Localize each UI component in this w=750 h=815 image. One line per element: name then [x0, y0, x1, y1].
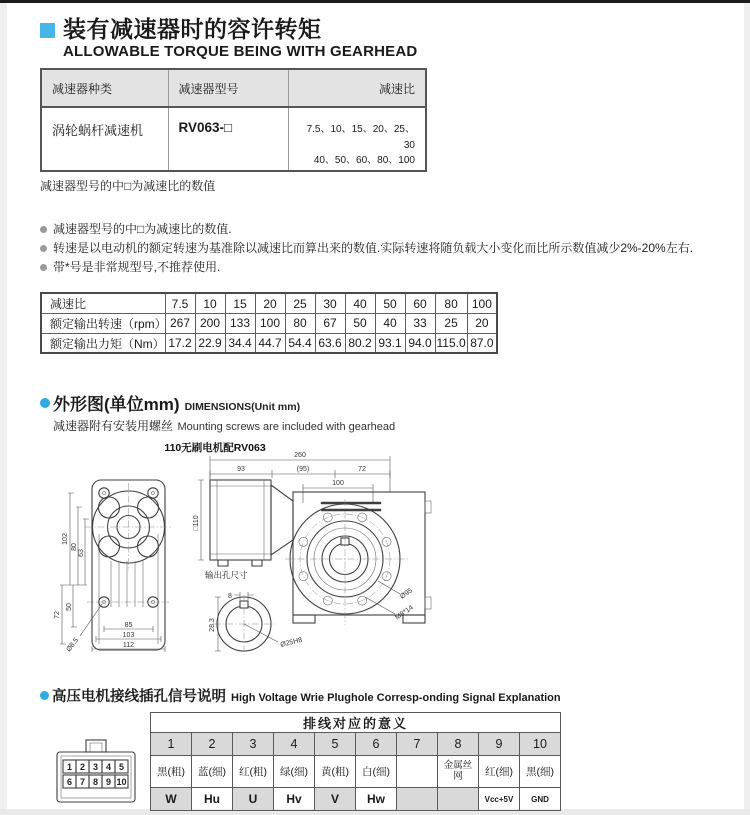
dim-260: 260 — [294, 452, 306, 460]
pin-number: 2 — [79, 762, 86, 773]
dim-72-left: 72 — [54, 611, 61, 620]
wire-number: 5 — [315, 733, 356, 756]
dim-motor-square: □110 — [193, 515, 200, 531]
speed-cell: 133 — [225, 313, 255, 333]
dim-80: 80 — [71, 543, 78, 552]
wire-color: 金属丝网 — [438, 756, 479, 788]
ratio-cell: 20 — [255, 293, 285, 313]
speed-row — [41, 313, 497, 333]
ratio-cell: 60 — [405, 293, 435, 313]
dim-103: 103 — [122, 632, 135, 640]
output-bore-detail — [205, 570, 303, 655]
pin-number: 6 — [66, 777, 73, 788]
dimensions-sub-zh: 减速器附有安装用螺丝 — [53, 419, 174, 434]
note-text: 带*号是非常规型号,不推荐使用. — [53, 260, 221, 275]
speed-cell: 80 — [285, 313, 315, 333]
ratio-cell: 50 — [375, 293, 405, 313]
connector-pin-grid — [63, 760, 128, 788]
wiring-table-title: 排线对应的意义 — [151, 713, 561, 733]
dimensions-heading-zh: 外形图(单位mm) — [53, 395, 180, 415]
pin-number: 5 — [118, 762, 125, 773]
dimensions-sub-en: Mounting screws are included with gearhead — [177, 421, 396, 434]
gearhead-header-row — [41, 69, 426, 107]
wire-color: 绿(细) — [274, 756, 315, 788]
wiring-number-row — [151, 733, 561, 756]
ratio-cell: 40 — [345, 293, 375, 313]
pin-number: 4 — [105, 762, 112, 773]
torque-cell: 80.2 — [345, 333, 375, 353]
dim-93: 93 — [237, 466, 245, 474]
torque-cell: 17.2 — [165, 333, 195, 353]
note-item — [40, 220, 710, 239]
page-title-zh: 装有减速器时的容许转矩 — [63, 16, 322, 42]
wiring-color-row — [151, 756, 561, 788]
torque-cell: 22.9 — [195, 333, 225, 353]
ratio-cell: 25 — [285, 293, 315, 313]
wire-color — [397, 756, 438, 788]
ratio-cell: 10 — [195, 293, 225, 313]
dim-85: 85 — [124, 622, 133, 630]
technical-drawing — [40, 439, 710, 681]
speed-cell: 267 — [165, 313, 195, 333]
wire-number: 2 — [192, 733, 233, 756]
gearhead-ratio-cell — [288, 107, 426, 171]
note-text: 减速器型号的中□为减速比的数值. — [53, 222, 232, 237]
torque-cell: 87.0 — [467, 333, 497, 353]
page-header — [40, 17, 710, 60]
speed-cell: 40 — [375, 313, 405, 333]
notes-list — [40, 220, 710, 277]
ratio-row — [41, 293, 497, 313]
signal-block — [40, 712, 710, 811]
wire-color: 蓝(细) — [192, 756, 233, 788]
wire-color: 黑(粗) — [151, 756, 192, 788]
pin-number: 1 — [66, 762, 73, 773]
blue-dot-icon — [40, 398, 50, 408]
signal-heading-zh: 高压电机接线插孔信号说明 — [52, 689, 226, 706]
gearhead-model-cell: RV063-□ — [168, 107, 288, 171]
gearhead-header-model: 减速器型号 — [168, 69, 288, 107]
ratio-cell: 30 — [315, 293, 345, 313]
signal-heading-en: High Voltage Wrie Plughole Corresp-onding Signal Explanation — [231, 692, 561, 705]
wire-signal: Hv — [274, 788, 315, 811]
ratio-cell: 80 — [435, 293, 467, 313]
wire-number: 8 — [438, 733, 479, 756]
dim-screw: M8*14 — [394, 604, 415, 622]
wire-signal — [397, 788, 438, 811]
torque-cell: 94.0 — [405, 333, 435, 353]
speed-cell: 25 — [435, 313, 467, 333]
gearhead-table — [40, 68, 427, 172]
drawing-title: 110无刷电机配RV063 — [164, 442, 266, 455]
row-label: 减速比 — [41, 293, 165, 313]
gearhead-header-ratio: 减速比 — [288, 69, 426, 107]
note-text: 转速是以电动机的额定转速为基准除以减速比而算出来的数值.实际转速将随负载大小变化而比所示数值减少2%-20%左右. — [53, 241, 694, 256]
dim-95: (95) — [296, 466, 310, 474]
datasheet-page — [0, 3, 750, 811]
gearbox-front-view — [54, 480, 172, 653]
pin-number: 10 — [116, 777, 127, 788]
dimensions-heading-en: DIMENSIONS(Unit mm) — [184, 401, 301, 414]
wire-number: 4 — [274, 733, 315, 756]
dim-50: 50 — [66, 603, 73, 612]
speed-cell: 200 — [195, 313, 225, 333]
torque-cell: 115.0 — [435, 333, 467, 353]
dim-72-right: 72 — [358, 466, 366, 474]
connector-plug-icon — [54, 738, 138, 804]
wire-number: 1 — [151, 733, 192, 756]
wire-signal: GND — [520, 788, 561, 811]
row-label: 额定输出力矩（Nm） — [41, 333, 165, 353]
wire-color: 红(细) — [479, 756, 520, 788]
wire-signal: U — [233, 788, 274, 811]
ratio-cell: 100 — [467, 293, 497, 313]
dim-bore: Ø25H8 — [279, 637, 304, 650]
note-item — [40, 258, 710, 277]
wire-signal — [438, 788, 479, 811]
speed-cell: 50 — [345, 313, 375, 333]
wire-signal: Hu — [192, 788, 233, 811]
dim-100: 100 — [332, 480, 344, 488]
wire-color: 白(细) — [356, 756, 397, 788]
wire-number: 3 — [233, 733, 274, 756]
dim-keyway-width: 8 — [228, 593, 232, 601]
dim-63: 63 — [78, 549, 85, 558]
gearhead-type-cell: 涡轮蜗杆减速机 — [41, 107, 168, 171]
page-title-en: ALLOWABLE TORQUE BEING WITH GEARHEAD — [63, 43, 418, 61]
ratio-cell: 7.5 — [165, 293, 195, 313]
wire-number: 9 — [479, 733, 520, 756]
wiring-title-row — [151, 713, 561, 733]
gearhead-header-type: 减速器种类 — [41, 69, 168, 107]
speed-cell: 100 — [255, 313, 285, 333]
wire-signal: W — [151, 788, 192, 811]
wire-number: 6 — [356, 733, 397, 756]
ratio-line-1: 7.5、10、15、20、25、30 — [306, 124, 415, 151]
gearhead-footnote: 减速器型号的中□为减速比的数值 — [40, 179, 216, 194]
torque-cell: 93.1 — [375, 333, 405, 353]
ratio-line-2: 40、50、60、80、100 — [313, 155, 415, 167]
wiring-table — [150, 712, 561, 811]
ratio-table — [40, 292, 498, 354]
row-label: 额定输出转速（rpm） — [41, 313, 165, 333]
torque-cell: 44.7 — [255, 333, 285, 353]
pin-number: 8 — [92, 777, 99, 788]
note-item — [40, 239, 710, 258]
wire-signal: V — [315, 788, 356, 811]
blue-dot-icon — [40, 691, 49, 700]
dim-flange: Ø95 — [399, 587, 414, 601]
dimensions-subheading — [53, 417, 710, 435]
dim-keyway-depth: 28.3 — [209, 618, 216, 633]
wire-number: 7 — [397, 733, 438, 756]
torque-row — [41, 333, 497, 353]
bullet-icon — [40, 264, 47, 271]
torque-cell: 54.4 — [285, 333, 315, 353]
bullet-icon — [40, 226, 47, 233]
wiring-signal-row — [151, 788, 561, 811]
dimensions-heading — [40, 390, 710, 415]
wire-color: 黑(细) — [520, 756, 561, 788]
pin-number: 9 — [105, 777, 112, 788]
torque-cell: 63.6 — [315, 333, 345, 353]
speed-cell: 20 — [467, 313, 497, 333]
wire-color: 黄(粗) — [315, 756, 356, 788]
wire-number: 10 — [520, 733, 561, 756]
dim-112: 112 — [122, 642, 135, 650]
wire-color: 红(粗) — [233, 756, 274, 788]
ratio-cell: 15 — [225, 293, 255, 313]
wire-signal: Hw — [356, 788, 397, 811]
speed-cell: 67 — [315, 313, 345, 333]
dim-hole: Ø8.5 — [65, 637, 81, 654]
bullet-icon — [40, 245, 47, 252]
output-hole-label: 输出孔尺寸 — [205, 570, 248, 581]
pin-number: 7 — [79, 777, 86, 788]
pin-number: 3 — [92, 762, 99, 773]
title-block — [63, 17, 417, 60]
gearhead-data-row — [41, 107, 426, 171]
wire-signal: Vcc+5V — [479, 788, 520, 811]
signal-heading — [40, 685, 710, 706]
torque-cell: 34.4 — [225, 333, 255, 353]
dim-102: 102 — [62, 533, 69, 546]
blue-square-icon — [40, 23, 55, 38]
speed-cell: 33 — [405, 313, 435, 333]
